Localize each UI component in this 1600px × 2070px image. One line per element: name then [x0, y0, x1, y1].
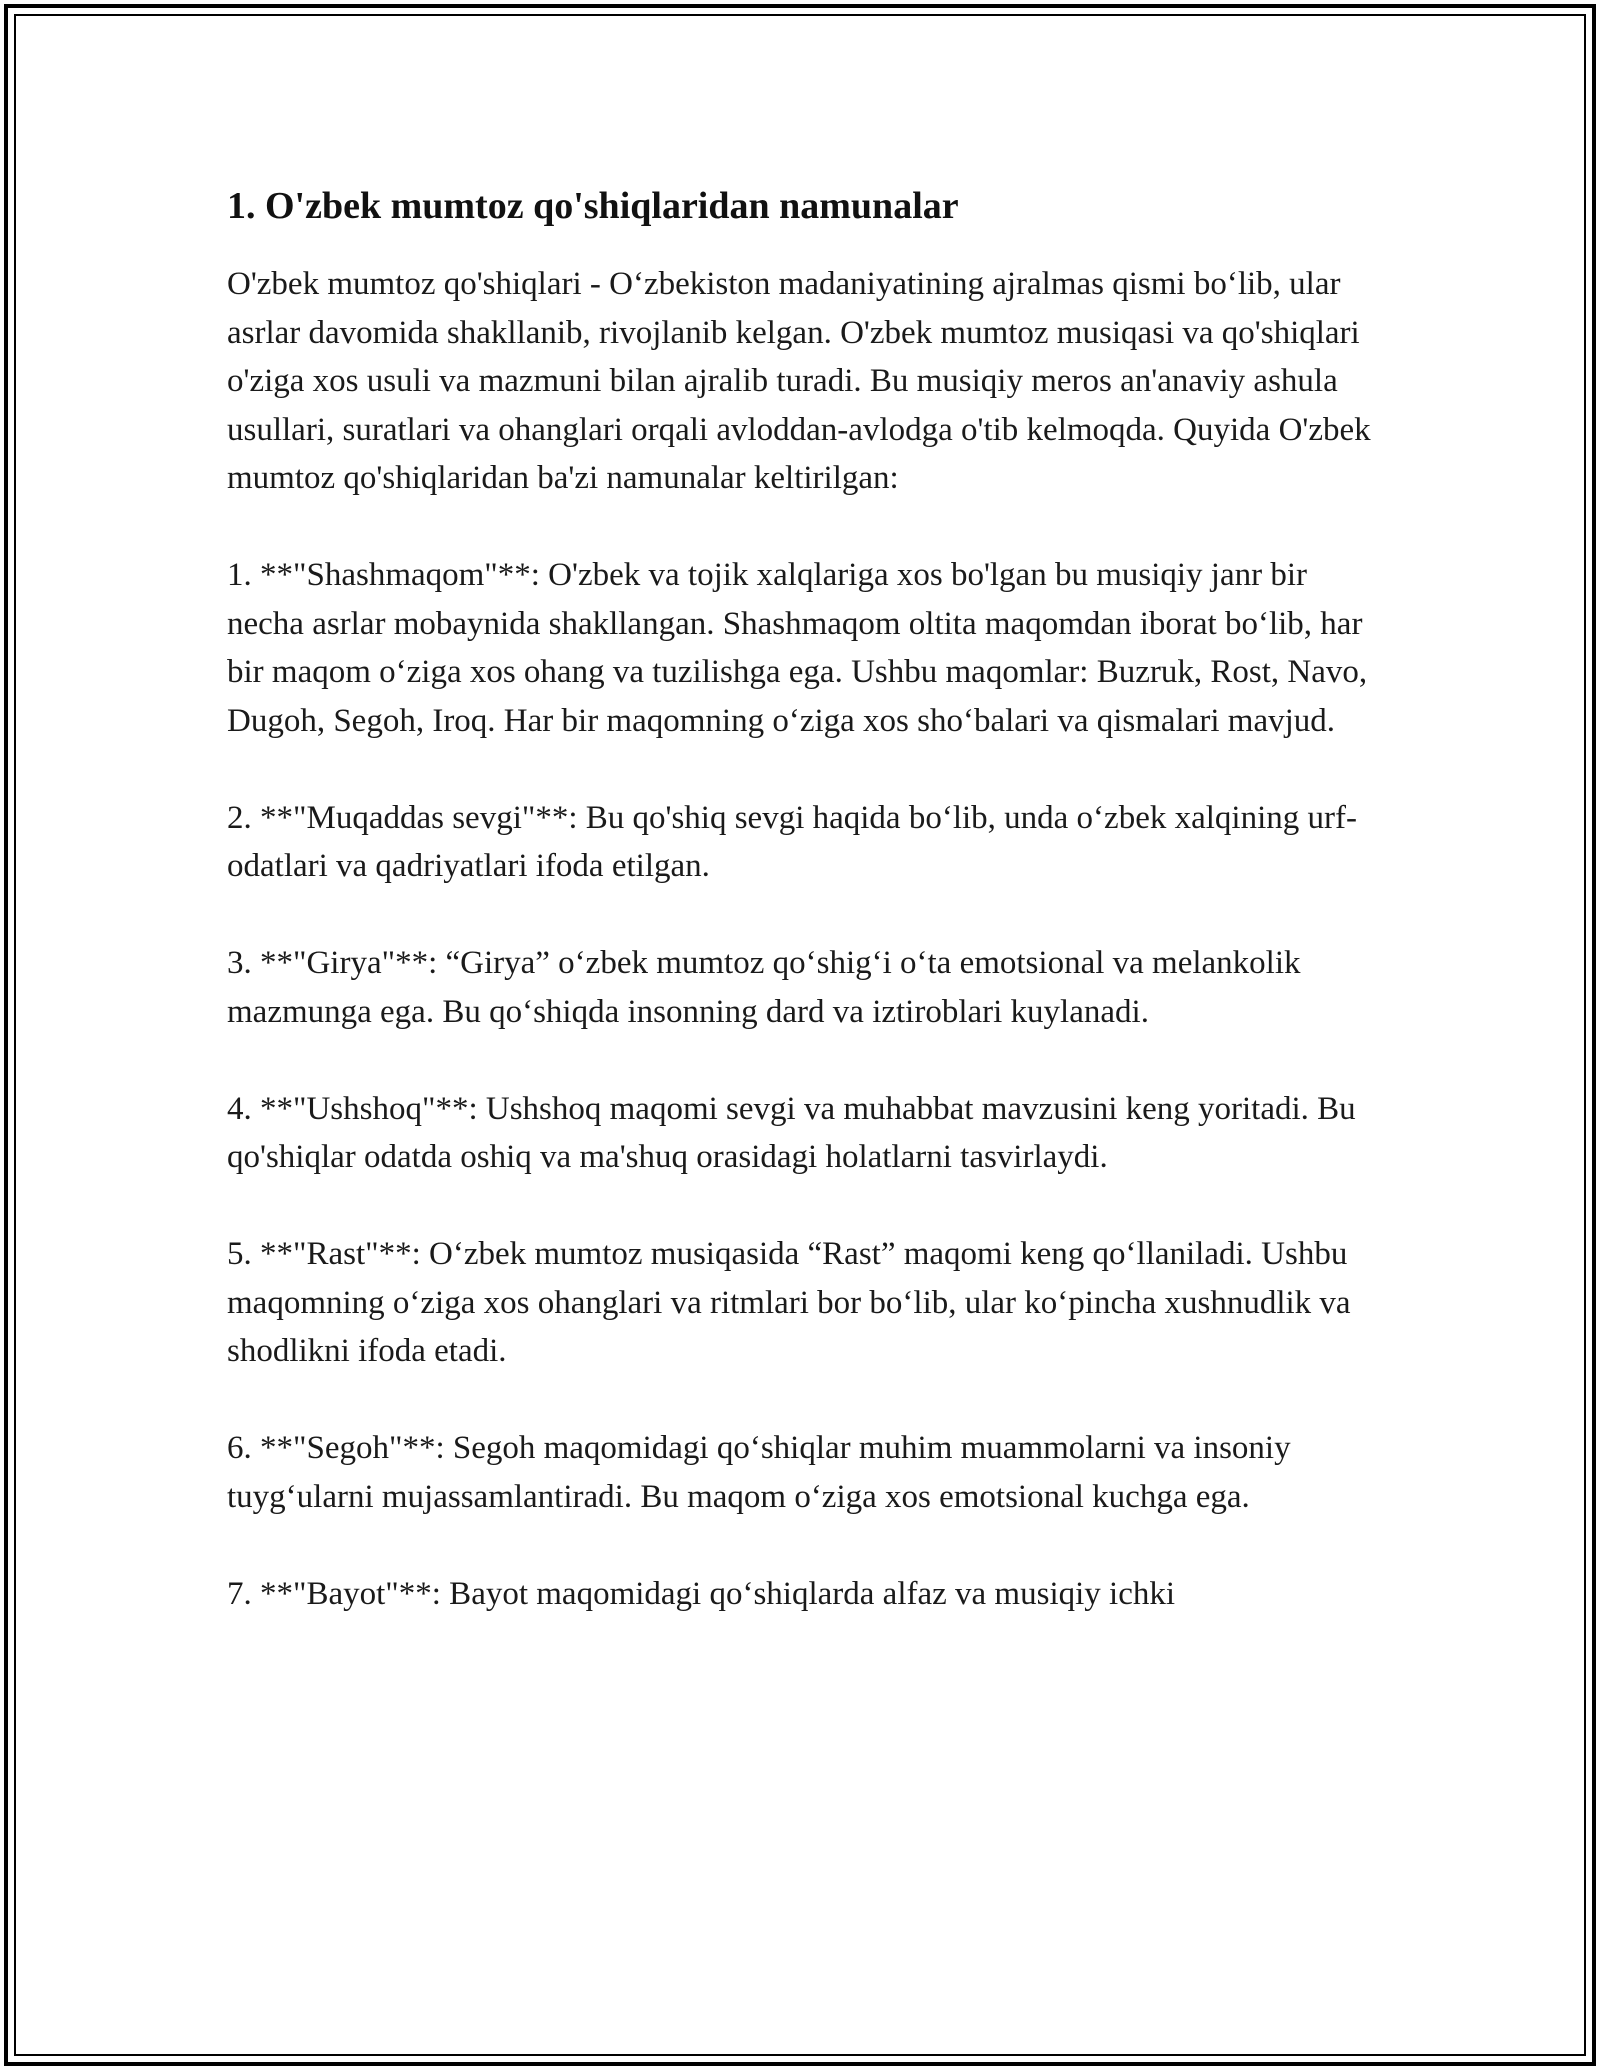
list-item-segoh: 6. **"Segoh"**: Segoh maqomidagi qo‘shiqlar muhim muammolarni va insoniy tuyg‘ularni mujassamlantiradi. Bu maqom o‘ziga xos emotsional kuchga ega.: [227, 1430, 1291, 1515]
list-item-bayot: 7. **"Bayot"**: Bayot maqomidagi qo‘shiqlarda alfaz va musiqiy ichki: [227, 1575, 1176, 1612]
list-item-shashmaqom: 1. **"Shashmaqom"**: O'zbek va tojik xalqlariga xos bo'lgan bu musiqiy janr bir necha asrlar mobaynida shakllangan. Shashmaqom oltita maqomdan iborat bo‘lib, har bir maqom o‘ziga xos ohang va tuzilishga ega. Ushbu maqomlar: Buzruk, Rost, Navo, Dugoh, Segoh, Iroq. Har bir maqomning o‘ziga xos sho‘balari va qismalari mavjud.: [227, 557, 1368, 739]
document-body: [227, 182, 1377, 1667]
list-item-rast: 5. **"Rast"**: O‘zbek mumtoz musiqasida “Rast” maqomi keng qo‘llaniladi. Ushbu maqomning o‘ziga xos ohanglari va ritmlari bor bo‘lib, ular ko‘pincha xushnudlik va shodlikni ifoda etadi.: [227, 1236, 1351, 1369]
list-item-ushshoq: 4. **"Ushshoq"**: Ushshoq maqomi sevgi va muhabbat mavzusini keng yoritadi. Bu qo'shiqlar odatda oshiq va ma'shuq orasidagi holatlarni tasvirlaydi.: [227, 1090, 1356, 1175]
page-title: 1. O'zbek mumtoz qo'shiqlaridan namunalar: [227, 185, 959, 227]
list-item-muqaddas-sevgi: 2. **"Muqaddas sevgi"**: Bu qo'shiq sevgi haqida bo‘lib, unda o‘zbek xalqining urf-odatlari va qadriyatlari ifoda etilgan.: [227, 799, 1357, 884]
list-item-girya: 3. **"Girya"**: “Girya” o‘zbek mumtoz qo‘shig‘i o‘ta emotsional va melankolik mazmunga ega. Bu qo‘shiqda insonning dard va iztiroblari kuylanadi.: [227, 945, 1301, 1030]
intro-paragraph: O'zbek mumtoz qo'shiqlari - O‘zbekiston madaniyatining ajralmas qismi bo‘lib, ular asrlar davomida shakllanib, rivojlanib kelgan. O'zbek mumtoz musiqasi va qo'shiqlari o'ziga xos usuli va mazmuni bilan ajralib turadi. Bu musiqiy meros an'anaviy ashula usullari, suratlari va ohanglari orqali avloddan-avlodga o'tib kelmoqda. Quyida O'zbek mumtoz qo'shiqlaridan ba'zi namunalar keltirilgan:: [227, 266, 1371, 496]
